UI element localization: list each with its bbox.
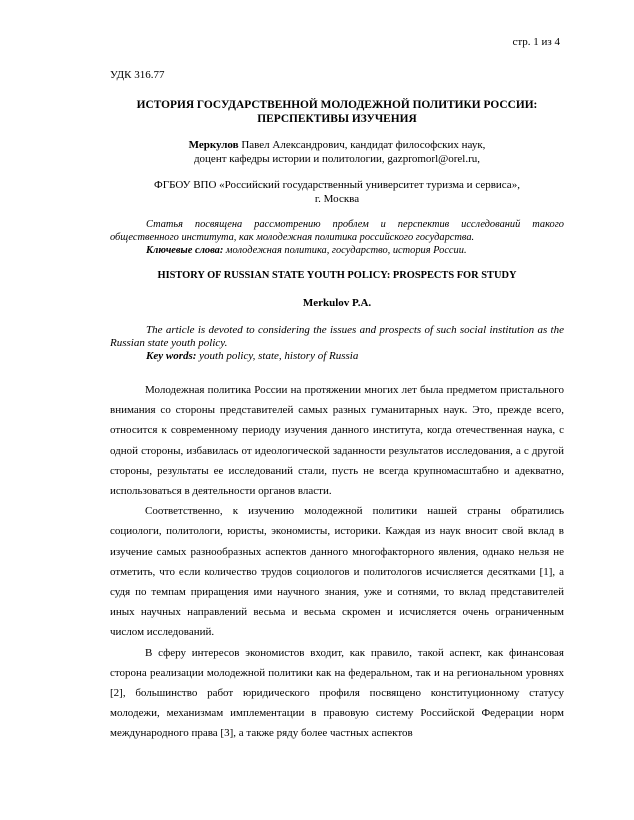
author-details: Павел Александрович, кандидат философских наук, (238, 139, 486, 151)
organization-block (110, 178, 564, 206)
keywords-russian-label: Ключевые слова: (146, 245, 224, 256)
body-paragraph: Молодежная политика России на протяжении многих лет была предметом пристального внимания со стороны представителей самых разных гуманитарных наук. Это, прежде всего, относится к современному периоду изучения данного института, когда отечественная наука, с одной стороны, избавилась от идеологической заданности результатов исследования, а с другой стороны, результаты ее исследований стали, пусть не всегда крупномасштабно и адекватно, использоваться в деятельности органов власти. (110, 384, 564, 498)
author-surname: Меркулов (188, 139, 239, 151)
abstract-english (110, 324, 564, 364)
keywords-russian-text: молодежная политика, государство, история России. (223, 245, 467, 256)
keywords-english-text: youth policy, state, history of Russia (196, 350, 359, 363)
author-line-2: доцент кафедры истории и политологии, gazpromorl@orel.ru, (193, 153, 481, 165)
organization-line-2: г. Москва (314, 193, 360, 205)
author-english: Merkulov P.A. (302, 297, 372, 309)
keywords-russian (110, 244, 564, 257)
keywords-english-label: Key words: (146, 350, 197, 363)
keywords-english (110, 350, 564, 363)
udk-code: УДК 316.77 (110, 69, 165, 81)
title-russian (110, 98, 564, 126)
page-number: стр. 1 из 4 (512, 36, 560, 48)
title-russian-line-1: ИСТОРИЯ ГОСУДАРСТВЕННОЙ МОЛОДЕЖНОЙ ПОЛИТИКИ РОССИИ: (136, 99, 538, 111)
abstract-russian (110, 218, 564, 257)
author-block (110, 138, 564, 166)
abstract-russian-text: Статья посвящена рассмотрению проблем и перспектив исследований такого общественного института, как молодежная политика российского государства. (110, 219, 564, 243)
title-english: HISTORY OF RUSSIAN STATE YOUTH POLICY: PROSPECTS FOR STUDY (157, 270, 517, 281)
body-paragraph: Соответственно, к изучению молодежной политики нашей страны обратились социологи, политологи, юристы, экономисты, историки. Каждая из наук вносит свой вклад в изучение самых разнообразных аспектов данного многофакторного явления, однако нельзя не отметить, что если количество трудов социологов и политологов исчисляется десятками [1], а судя по темпам приращения ими научного знания, уже и сотнями, то вклад представителей иных научных направлений весьма и весьма скромен и исчисляется очень ограниченным числом исследований. (110, 505, 564, 639)
author-line-1 (110, 138, 564, 152)
abstract-english-text: The article is devoted to considering the issues and prospects of such social institution as the Russian state youth policy. (110, 324, 564, 350)
organization-line-1: ФГБОУ ВПО «Российский государственный университет туризма и сервиса», (154, 179, 520, 191)
article-body (110, 380, 564, 744)
body-paragraph: В сферу интересов экономистов входит, как правило, такой аспект, как финансовая сторона реализации молодежной политики как на федеральном, так и на региональном уровнях [2], большинство работ юридического профиля посвящено конституционному статусу молодежи, механизмам имплементации в правовую систему Российской Федерации норм международного права [3], а также ряду более частных аспектов (110, 646, 564, 740)
title-russian-line-2: ПЕРСПЕКТИВЫ ИЗУЧЕНИЯ (257, 113, 417, 125)
